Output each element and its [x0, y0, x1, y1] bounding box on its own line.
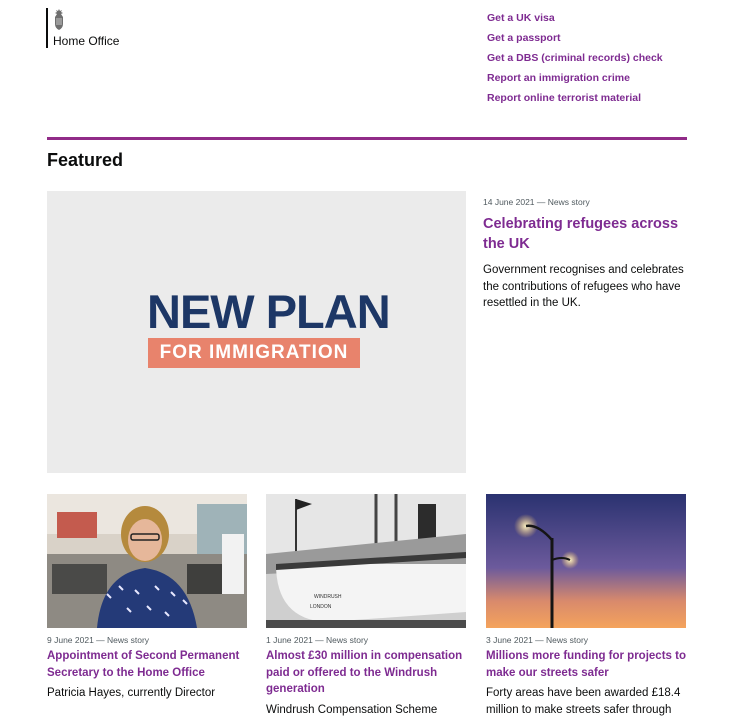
- quick-link-item: [487, 70, 663, 90]
- quick-link-item: [487, 10, 663, 30]
- quick-link-item: [487, 90, 663, 110]
- quick-link-passport[interactable]: Get a passport: [487, 32, 561, 44]
- svg-text:LONDON: LONDON: [310, 604, 332, 610]
- card-summary: Patricia Hayes, currently Director: [47, 685, 247, 702]
- card-summary: Windrush Compensation Scheme: [266, 702, 466, 718]
- quick-link-dbs-check[interactable]: Get a DBS (criminal records) check: [487, 52, 663, 64]
- quick-links-list: [487, 10, 663, 110]
- card-summary: Forty areas have been awarded £18.4 million to make streets safer through: [486, 685, 686, 718]
- quick-link-item: [487, 30, 663, 50]
- card-meta: 9 June 2021 — News story: [47, 635, 247, 645]
- card-title-link[interactable]: Millions more funding for projects to make our streets safer: [486, 648, 686, 681]
- royal-crest-icon: [51, 8, 67, 32]
- streetlight-sunset-illustration: [486, 494, 686, 628]
- quick-link-report-terrorist-material[interactable]: Report online terrorist material: [487, 92, 641, 104]
- quick-link-report-immigration-crime[interactable]: Report an immigration crime: [487, 72, 630, 84]
- quick-link-uk-visa[interactable]: Get a UK visa: [487, 12, 555, 24]
- section-divider: [47, 137, 687, 140]
- card-title-link[interactable]: Almost £30 million in compensation paid or offered to the Windrush generation: [266, 648, 466, 698]
- news-card: [47, 494, 247, 702]
- card-meta: 3 June 2021 — News story: [486, 635, 686, 645]
- logo-bar: [46, 8, 48, 48]
- hero-story-meta: 14 June 2021 — News story: [483, 197, 590, 207]
- svg-text:WINDRUSH: WINDRUSH: [314, 594, 342, 600]
- card-image-streetlight[interactable]: [486, 494, 686, 628]
- featured-heading: Featured: [47, 150, 123, 171]
- quick-link-item: [487, 50, 663, 70]
- windrush-ship-illustration: [266, 494, 466, 628]
- hero-story-summary: Government recognises and celebrates the contributions of refugees who have resettled in the UK.: [483, 262, 688, 312]
- hero-story-title-link[interactable]: Celebrating refugees across the UK: [483, 214, 688, 254]
- news-card: [486, 494, 686, 718]
- news-card: [266, 494, 466, 718]
- hero-image-title-text: NEW PLAN: [147, 289, 361, 335]
- organisation-logo[interactable]: [46, 8, 136, 48]
- card-meta: 1 June 2021 — News story: [266, 635, 466, 645]
- card-image-windrush-ship[interactable]: [266, 494, 466, 628]
- office-portrait-illustration: [47, 494, 247, 628]
- organisation-name: Home Office: [53, 34, 119, 48]
- hero-image-new-plan-for-immigration[interactable]: [47, 191, 466, 473]
- hero-story: [483, 192, 688, 312]
- hero-image-subtitle-text: FOR IMMIGRATION: [148, 338, 360, 368]
- card-title-link[interactable]: Appointment of Second Permanent Secretary to the Home Office: [47, 648, 247, 681]
- card-image-appointment-photo[interactable]: [47, 494, 247, 628]
